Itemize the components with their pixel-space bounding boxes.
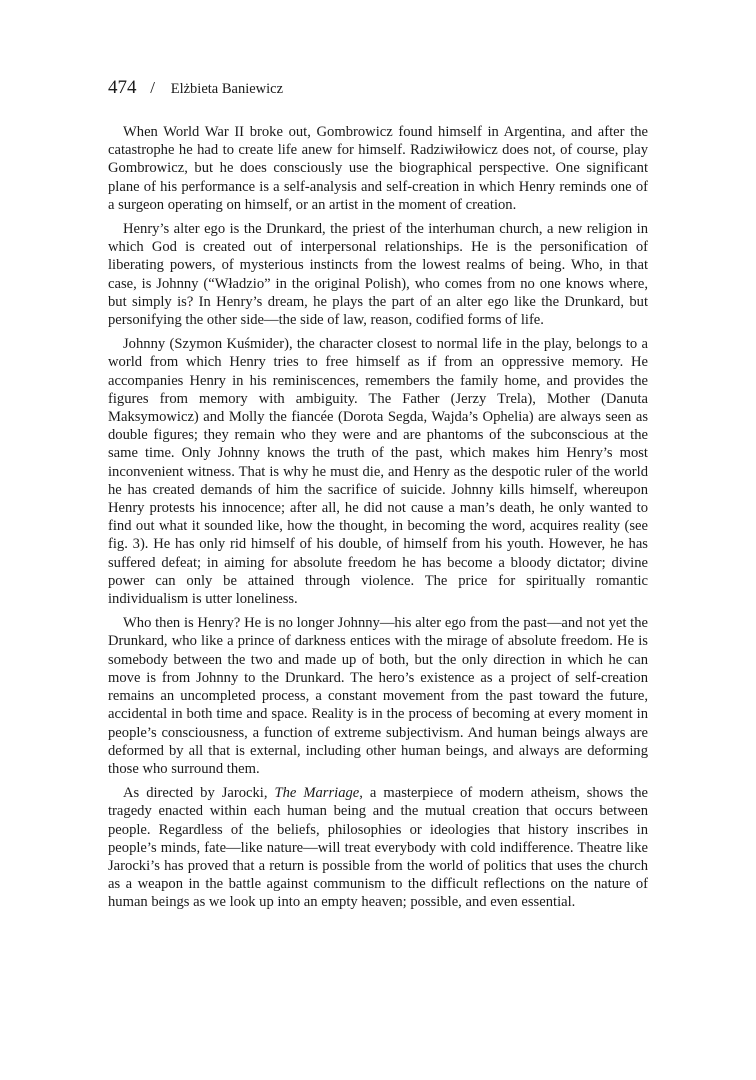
page-number: 474 [108,77,137,98]
header-separator: / [150,78,155,97]
paragraph-5-rest: , a masterpiece of modern atheism, shows the tragedy enacted within each human being and the mutual creation that occurs between people. Regardless of the beliefs, philosophies or ideologies that history inscribes in people’s minds, fate—like nature—will treat everybody with cold indifference. Theatre like Jarocki’s has proved that a return is possible from the world of politics that uses the church as a weapon in the battle against communism to the difficult reflections on the nature of human beings as we look up into an empty heaven; possible, and even essential. [108,785,648,911]
running-head [108,78,648,99]
page [108,78,648,918]
paragraph-5 [108,784,648,911]
paragraph-1: When World War II broke out, Gombrowicz found himself in Argentina, and after the catastrophe he had to create life anew for himself. Radziwiłowicz does not, of course, play Gombrowicz, but he does consciously use the biographical perspective. One significant plane of his performance is a self-analysis and self-creation in which Henry reminds one of a surgeon operating on himself, or an artist in the moment of creation. [108,124,648,213]
body-text [108,123,648,912]
work-title: The Marriage [274,785,360,802]
paragraph-4: Who then is Henry? He is no longer Johnny—his alter ego from the past—and not yet the Drunkard, who like a prince of darkness entices with the mirage of absolute freedom. He is somebody between the two and made up of both, but the only direction in which he can move is from Johnny to the Drunkard. The hero’s existence as a project of self-creation remains an uncompleted process, a constant movement from the past toward the future, accidental in both time and space. Reality is in the process of becoming at every moment in people’s consciousness, a function of extreme subjectivism. And human beings always are deformed by all that is external, including other human beings, and always are deforming those who surround them. [108,615,648,777]
paragraph-2: Henry’s alter ego is the Drunkard, the priest of the interhuman church, a new religion in which God is created out of interpersonal relationships. He is the personification of liberating powers, of mysterious instincts from the lowest realms of being. Who, in that case, is Johnny (“Władzio” in the original Polish), who comes from no one knows where, but simply is? In Henry’s dream, he plays the part of an alter ego like the Drunkard, but personifying the other side—the side of law, reason, codified forms of life. [108,221,648,329]
running-head-author: Elżbieta Baniewicz [170,81,284,97]
paragraph-3: Johnny (Szymon Kuśmider), the character closest to normal life in the play, belongs to a world from which Henry tries to free himself as if from an oppressive memory. He accompanies Henry in his reminiscences, remembers the family home, and provides the figures from memory with ambiguity. The Father (Jerzy Trela), Mother (Danuta Maksymowicz) and Molly the fiancée (Dorota Segda, Wajda’s Ophelia) are always seen as double figures; they remain who they were and are phantoms of the subconscious at the same time. Only Johnny knows the truth of the past, which makes him Henry’s most inconvenient witness. That is why he must die, and Henry as the despotic ruler of the world he has created demands of him the sacrifice of suicide. Johnny kills himself, whereupon Henry protests his innocence; after all, he did not cause a man’s death, he only wanted to find out what it sounded like, how the thought, in becoming the word, acquires reality (see fig. 3). He has only rid himself of his double, of himself from his youth. However, he has suffered defeat; in aiming for absolute freedom he has become a bloody dictator; divine power can only be attained through violence. The price for spiritually romantic individualism is utter loneliness. [108,336,648,608]
paragraph-5-lead: As directed by Jarocki, [123,785,275,802]
